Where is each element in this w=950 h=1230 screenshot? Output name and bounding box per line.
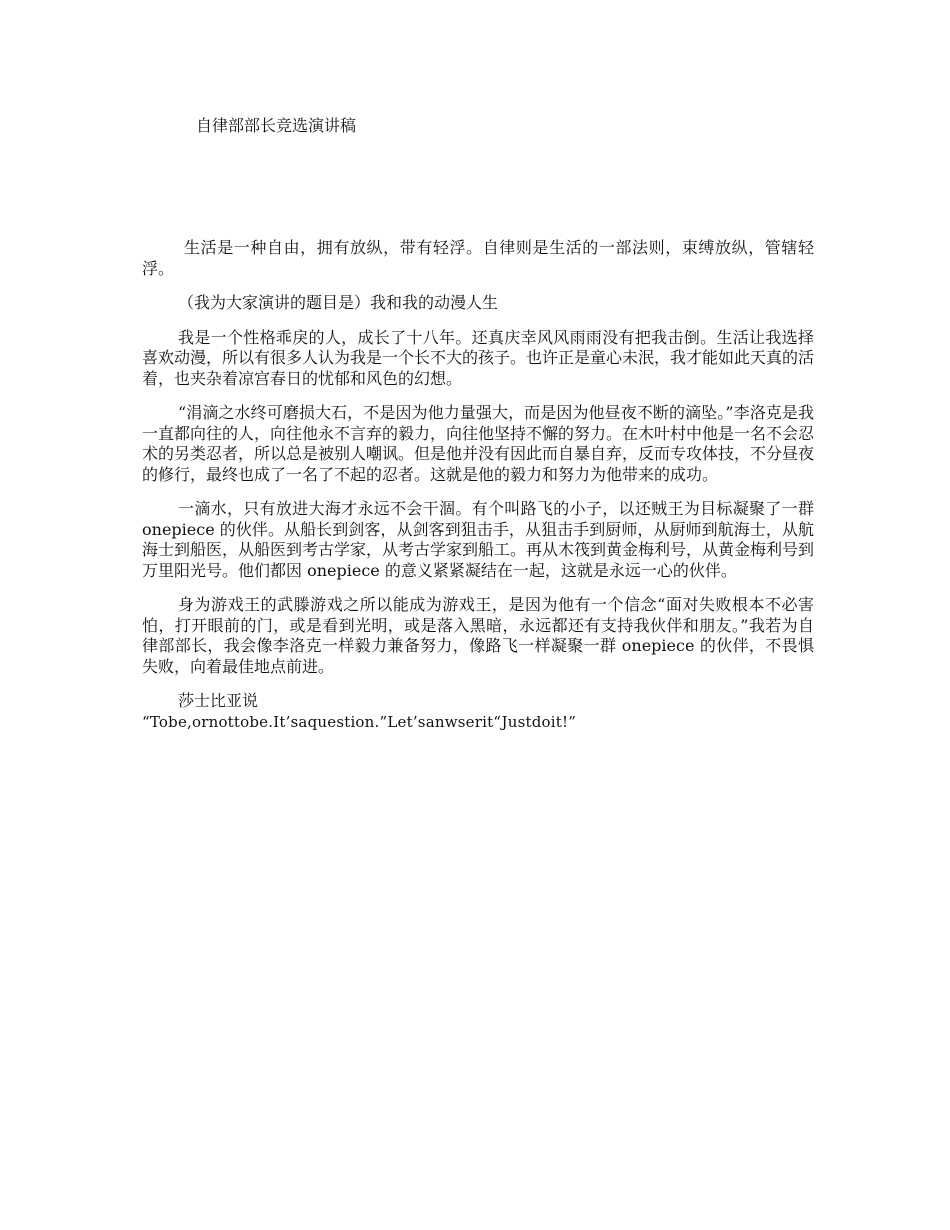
paragraph-luffy: 一滴水，只有放进大海才永远不会干涸。有个叫路飞的小子，以还贼王为目标凝聚了一群 onepiece 的伙伴。从船长到剑客，从剑客到狙击手，从狙击手到厨师，从厨师到航海士，从航海士到船医，从船医到考古学家，从考古学家到船工。再从木筏到黄金梅利号，从黄金梅利号到万里阳光号。他们都因 onepiece 的意义紧紧凝结在一起，这就是永远一心的伙伴。	[142, 499, 815, 580]
paragraph-rock-lee: “涓滴之水终可磨损大石，不是因为他力量强大，而是因为他昼夜不断的滴坠。”李洛克是我一直都向往的人，向往他永不言弃的毅力，向往他坚持不懈的努力。在木叶村中他是一名不会忍术的另类忍者，所以总是被别人嘲讽。但是他并没有因此而自暴自弃，反而专攻体技，不分昼夜的修行，最终也成了一名了不起的忍者。这就是他的毅力和努力为他带来的成功。	[142, 403, 815, 484]
paragraph-yugi: 身为游戏王的武滕游戏之所以能成为游戏王，是因为他有一个信念“面对失败根本不必害怕，打开眼前的门，或是看到光明，或是落入黑暗，永远都还有支持我伙伴和朋友。”我若为自律部部长，我会像李洛克一样毅力兼备努力，像路飞一样凝聚一群 onepiece 的伙伴，不畏惧失败，向着最佳地点前进。	[142, 595, 814, 676]
paragraph-shakespeare: 莎士比亚说	[178, 691, 259, 710]
document-title: 自律部部长竞选演讲稿	[196, 116, 357, 135]
paragraph-self: 我是一个性格乖戾的人，成长了十八年。还真庆幸风风雨雨没有把我击倒。生活让我选择喜欢动漫，所以有很多人认为我是一个长不大的孩子。也许正是童心未泯，我才能如此天真的活着，也夹杂着凉宫春日的忧郁和风色的幻想。	[142, 327, 815, 388]
document-body	[142, 238, 814, 732]
closing-quote: “Tobe,ornottobe.It’saquestion.”Let’sanwserit“Justdoit!”	[142, 712, 577, 731]
paragraph-intro: 生活是一种自由，拥有放纵，带有轻浮。自律则是生活的一部法则，束缚放纵，管辖轻浮。	[142, 238, 814, 278]
paragraph-topic: （我为大家演讲的题目是）我和我的动漫人生	[178, 293, 499, 312]
